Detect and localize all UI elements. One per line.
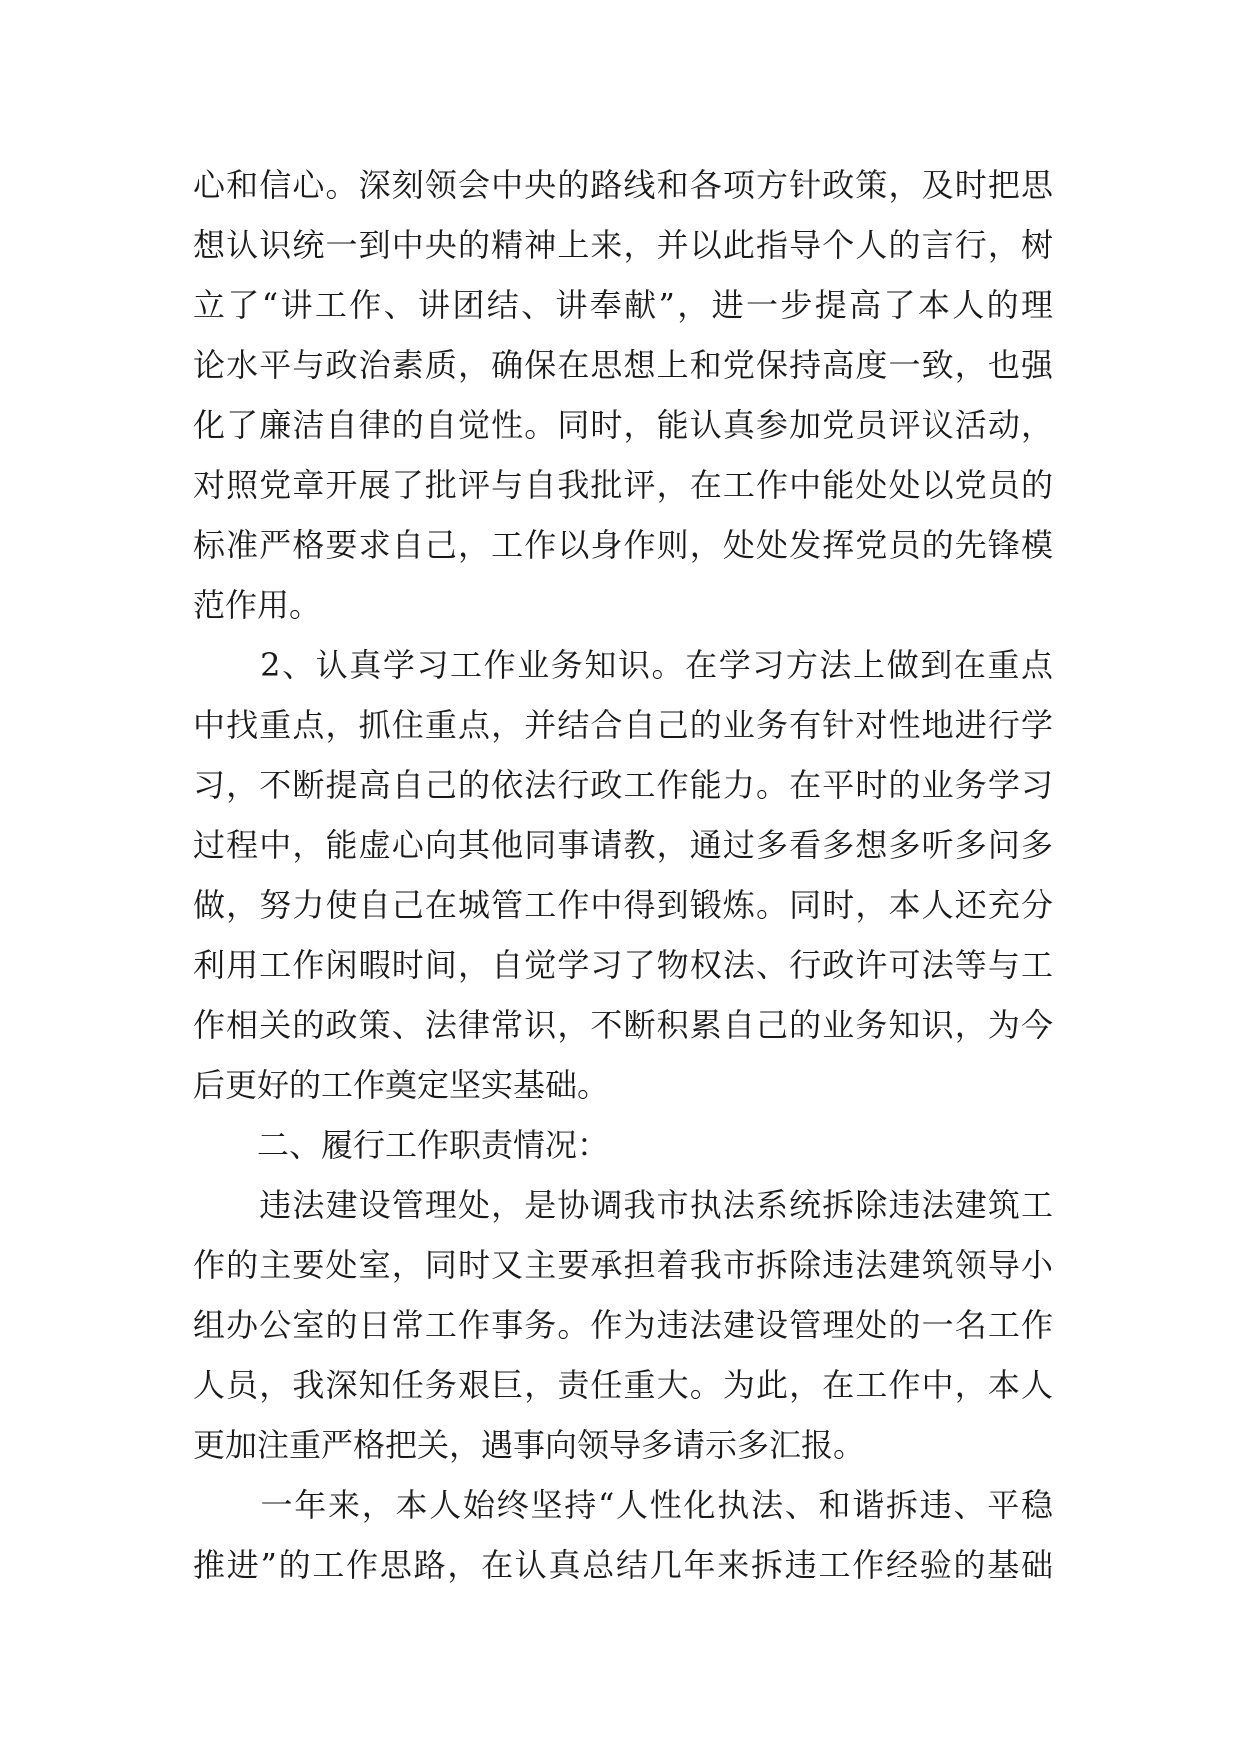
text-line: 组办公室的日常工作事务。作为违法建设管理处的一名工作 (193, 1306, 1053, 1344)
text-line: 违法建设管理处，是协调我市执法系统拆除违法建筑工 (193, 1186, 1053, 1224)
text-line: 立了“讲工作、讲团结、讲奉献”，进一步提高了本人的理 (193, 286, 1053, 324)
text-line: 更加注重严格把关，遇事向领导多请示多汇报。 (193, 1426, 866, 1464)
text-line: 作相关的政策、法律常识，不断积累自己的业务知识，为今 (193, 1006, 1053, 1044)
text-line: 中找重点，抓住重点，并结合自己的业务有针对性地进行学 (193, 706, 1053, 744)
text-line: 想认识统一到中央的精神上来，并以此指导个人的言行，树 (193, 226, 1053, 264)
text-line: 论水平与政治素质，确保在思想上和党保持高度一致，也强 (193, 346, 1053, 384)
section-heading: 二、履行工作职责情况： (193, 1126, 610, 1164)
text-line: 一年来，本人始终坚持“人性化执法、和谐拆违、平稳 (193, 1486, 1053, 1524)
text-line: 过程中，能虚心向其他同事请教，通过多看多想多听多问多 (193, 826, 1053, 864)
text-line: 2、认真学习工作业务知识。在学习方法上做到在重点 (193, 646, 1053, 684)
text-line: 人员，我深知任务艰巨，责任重大。为此，在工作中，本人 (193, 1366, 1053, 1404)
text-line: 化了廉洁自律的自觉性。同时，能认真参加党员评议活动， (193, 406, 1053, 444)
text-line: 习，不断提高自己的依法行政工作能力。在平时的业务学习 (193, 766, 1053, 804)
body-text (193, 155, 1053, 1595)
text-line: 利用工作闲暇时间，自觉学习了物权法、行政许可法等与工 (193, 946, 1053, 984)
text-line: 心和信心。深刻领会中央的路线和各项方针政策，及时把思 (193, 166, 1053, 204)
text-line: 标准严格要求自己，工作以身作则，处处发挥党员的先锋模 (193, 526, 1053, 564)
text-line: 做，努力使自己在城管工作中得到锻炼。同时，本人还充分 (193, 886, 1053, 924)
text-line: 作的主要处室，同时又主要承担着我市拆除违法建筑领导小 (193, 1246, 1053, 1284)
text-line: 后更好的工作奠定坚实基础。 (193, 1066, 610, 1104)
text-line: 推进”的工作思路，在认真总结几年来拆违工作经验的基础 (193, 1546, 1053, 1584)
text-line: 范作用。 (193, 586, 322, 624)
text-line: 对照党章开展了批评与自我批评，在工作中能处处以党员的 (193, 466, 1053, 504)
